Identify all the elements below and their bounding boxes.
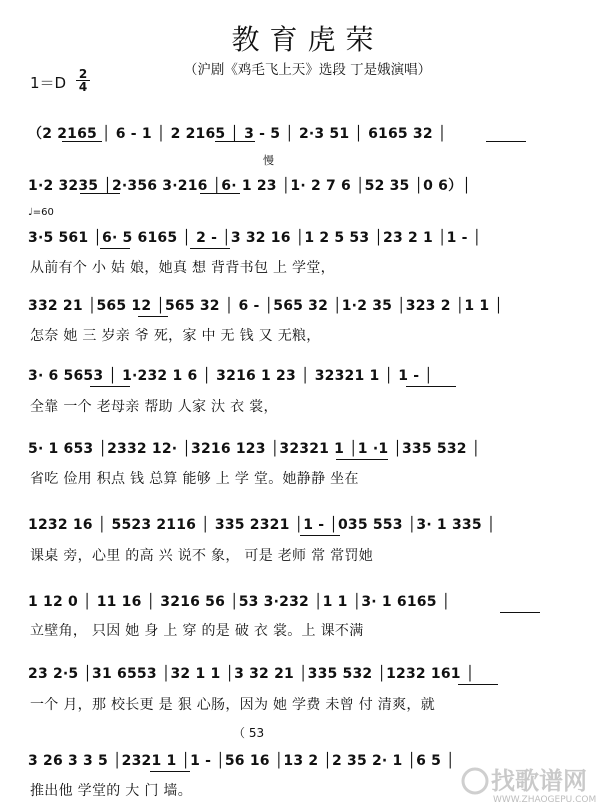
notation-line-3: 3·5 561 │6· 5 6165 │ 2 - │3 32 16 │1 2 5 53 │23 2 1 │1 - │: [28, 230, 482, 246]
beam-line: [406, 386, 456, 387]
bracket-annotation: （ 53: [233, 726, 265, 740]
notation-line-1: （2 2165 │ 6 - 1 │ 2 2165 │ 3 - 5 │ 2·3 51 │ 6165 32 │: [28, 126, 447, 142]
beam-line: [190, 248, 230, 249]
tempo-marking-slow: 慢: [263, 154, 274, 167]
beam-line: [486, 141, 526, 142]
beam-line: [90, 386, 130, 387]
watermark-text: 找歌谱网: [491, 767, 587, 795]
beam-line: [458, 684, 498, 685]
page-title: 教育虎荣: [231, 23, 384, 56]
beam-line: [500, 612, 540, 613]
lyrics-line-4: 怎奈 她 三 岁亲 爷 死，家 中 无 钱 又 无粮，: [30, 328, 321, 344]
tempo-metronome: ♩=60: [28, 207, 54, 218]
beam-line: [80, 193, 120, 194]
time-signature-bottom: 4: [76, 80, 90, 93]
notation-line-8: 1 12 0 │ 11 16 │ 3216 56 │53 3·232 │1 1 │3· 1 6165 │: [28, 594, 451, 610]
beam-line: [200, 193, 240, 194]
time-signature: [76, 68, 90, 93]
beam-line: [150, 771, 190, 772]
beam-line: [215, 141, 255, 142]
lyrics-line-6: 省吃 俭用 积点 钱 总算 能够 上 学 堂。她静静 坐在: [30, 471, 359, 487]
beam-line: [100, 248, 130, 249]
lyrics-line-10: 推出他 学堂的 大 门 墙。: [30, 783, 192, 799]
lyrics-line-5: 全靠 一个 老母亲 帮助 人家 汏 衣 裳，: [30, 399, 278, 415]
watermark-url: WWW.ZHAOGEPU.COM: [493, 795, 597, 805]
page-subtitle: （沪剧《鸡毛飞上天》选段 丁是娥演唱）: [183, 62, 432, 78]
beam-line: [62, 141, 102, 142]
lyrics-line-9: 一个 月，那 校长更 是 狠 心肠，因为 她 学费 未曾 付 清爽，就: [30, 697, 435, 713]
notation-line-10: 3 26 3 3 5 │2321 1 │1 - │56 16 │13 2 │2 35 2· 1 │6 5 │: [28, 753, 455, 769]
beam-line: [138, 316, 168, 317]
beam-line: [336, 459, 388, 460]
site-watermark: [459, 761, 609, 805]
notation-line-5: 3· 6 5653 │ 1·232 1 6 │ 3216 1 23 │ 32321 1 │ 1 - │: [28, 368, 433, 384]
lyrics-line-7: 课桌 旁，心里 的高 兴 说不 象， 可是 老师 常 常罚她: [30, 548, 374, 564]
notation-line-6: 5· 1 653 │2332 12· │3216 123 │32321 1 │1 ·1 │335 532 │: [28, 441, 481, 457]
notation-line-2: 1·2 3235 │2·356 3·216 │6· 1 23 │1· 2 7 6 │52 35 │0 6）│: [28, 178, 471, 194]
notation-line-4: 332 21 │565 12 │565 32 │ 6 - │565 32 │1·2 35 │323 2 │1 1 │: [28, 298, 503, 314]
watermark-logo-icon: [463, 769, 487, 793]
notation-line-9: 23 2·5 │31 6553 │32 1 1 │3 32 21 │335 532 │1232 161 │: [28, 666, 475, 682]
key-signature: 1＝D: [30, 74, 67, 92]
beam-line: [300, 535, 340, 536]
notation-line-7: 1232 16 │ 5523 2116 │ 335 2321 │1 - │035 553 │3· 1 335 │: [28, 517, 496, 533]
lyrics-line-3: 从前有个 小 姑 娘，她真 想 背背书包 上 学堂，: [30, 260, 335, 276]
time-signature-top: 2: [78, 67, 88, 81]
lyrics-line-8: 立壁角， 只因 她 身 上 穿 的是 破 衣 裳。上 课不满: [30, 623, 364, 639]
